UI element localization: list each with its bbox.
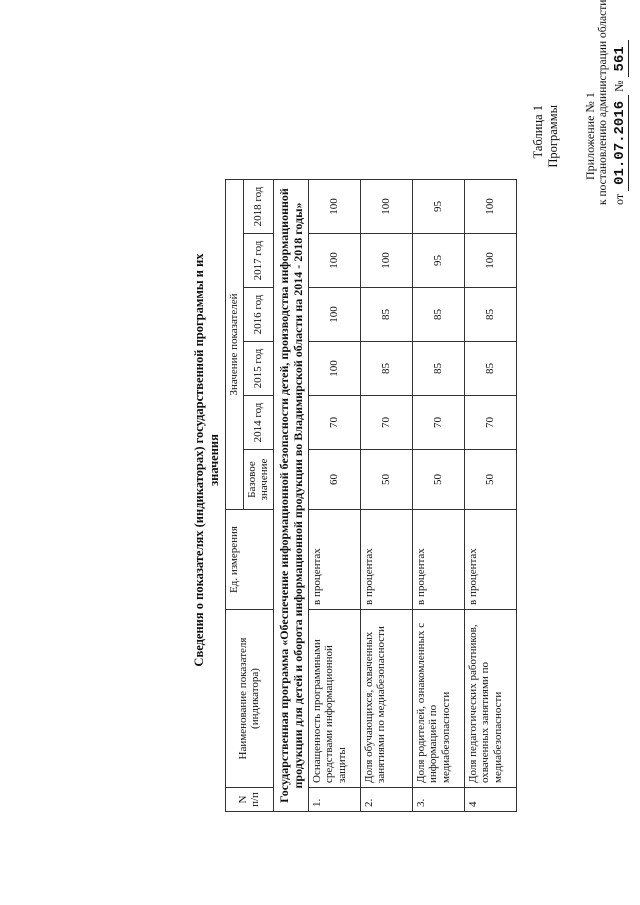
- row-name: Доля педагогических работников, охваченных занятиями по медиабезопасности: [464, 610, 516, 788]
- decree-number: 561: [612, 40, 629, 77]
- row-2017: 100: [308, 234, 360, 288]
- row-2018: 100: [360, 180, 412, 234]
- row-num: 2.: [360, 788, 412, 812]
- row-2016: 100: [308, 288, 360, 342]
- row-unit: в процентах: [308, 510, 360, 610]
- appendix-number: Приложение № 1: [583, 92, 597, 180]
- number-prefix: №: [612, 80, 626, 92]
- row-num: 3.: [412, 788, 464, 812]
- row-2018: 100: [308, 180, 360, 234]
- row-base: 60: [308, 450, 360, 510]
- row-unit: в процентах: [360, 510, 412, 610]
- row-2018: 100: [464, 180, 516, 234]
- table-row: [464, 180, 516, 812]
- decree-date: 01.07.2016: [612, 95, 629, 191]
- row-name: Оснащенность программными средствами информационной защиты: [308, 610, 360, 788]
- row-2014: 70: [464, 396, 516, 450]
- header-year-2014: 2014 год: [243, 396, 273, 450]
- table-row: [360, 180, 412, 812]
- decree-date-line: [612, 40, 628, 205]
- appendix-subtitle: к постановлению администрации области: [597, 0, 609, 205]
- row-name: Доля обучающихся, охваченных занятиями по медиабезопасности: [360, 610, 412, 788]
- row-base: 50: [360, 450, 412, 510]
- row-name: Доля родителей, ознакомленных с информацией по медиабезопасности: [412, 610, 464, 788]
- row-num: 1.: [308, 788, 360, 812]
- row-2016: 85: [360, 288, 412, 342]
- row-2015: 85: [412, 342, 464, 396]
- row-2016: 85: [412, 288, 464, 342]
- indicators-table: [225, 179, 517, 812]
- row-2014: 70: [412, 396, 464, 450]
- table-label: Таблица 1 Программы: [531, 105, 560, 168]
- date-prefix: от: [612, 193, 626, 205]
- row-num: 4: [464, 788, 516, 812]
- row-2015: 85: [360, 342, 412, 396]
- row-2017: 100: [464, 234, 516, 288]
- row-2016: 85: [464, 288, 516, 342]
- header-num: N п/п: [226, 788, 274, 812]
- header-base: Базовое значение: [243, 450, 273, 510]
- program-title: Государственная программа «Обеспечение информационной безопасности детей, производства информационной продукции для детей и оборота информационной продукции во Владимирской области на 2014 - 2018 годы»: [273, 180, 308, 812]
- row-2018: 95: [412, 180, 464, 234]
- header-unit: Ед. измерения: [226, 510, 274, 610]
- row-unit: в процентах: [412, 510, 464, 610]
- header-name: Наименование показателя (индикатора): [226, 610, 274, 788]
- row-2017: 100: [360, 234, 412, 288]
- header-year-2018: 2018 год: [243, 180, 273, 234]
- row-2015: 85: [464, 342, 516, 396]
- header-year-2016: 2016 год: [243, 288, 273, 342]
- header-values: Значение показателей: [226, 180, 244, 510]
- row-2014: 70: [360, 396, 412, 450]
- row-unit: в процентах: [464, 510, 516, 610]
- row-base: 50: [412, 450, 464, 510]
- row-base: 50: [464, 450, 516, 510]
- header-year-2015: 2015 год: [243, 342, 273, 396]
- row-2014: 70: [308, 396, 360, 450]
- row-2015: 100: [308, 342, 360, 396]
- document-title: Сведения о показателях (индикаторах) государственной программы и их значения: [192, 253, 221, 667]
- table-row: [412, 180, 464, 812]
- row-2017: 95: [412, 234, 464, 288]
- table-row: [308, 180, 360, 812]
- header-year-2017: 2017 год: [243, 234, 273, 288]
